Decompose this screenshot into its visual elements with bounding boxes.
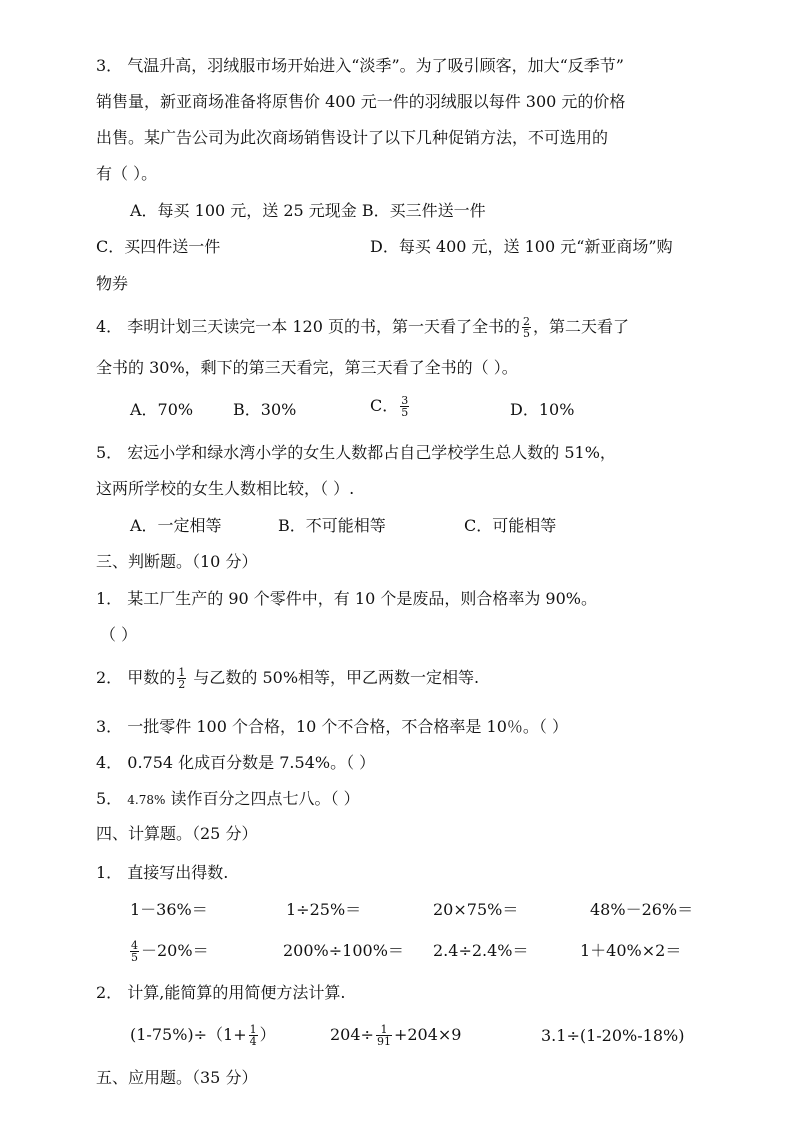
q3-line4: 有（ ）。 bbox=[96, 164, 158, 183]
judge-5-text-b: 读作百分之四点七八。（ ） bbox=[165, 789, 360, 808]
calc-expr-3: 3.1÷(1-20%-18%) bbox=[541, 1026, 685, 1045]
calc-expr-1-fraction bbox=[249, 1024, 258, 1047]
calc-part1-prompt: 1． 直接写出得数. bbox=[96, 863, 229, 882]
judge-2-denominator: 2 bbox=[178, 678, 186, 691]
calc-expr-1-text-a: (1-75%)÷（1+ bbox=[130, 1025, 247, 1044]
calc-r1-c3: 20×75%＝ bbox=[433, 900, 519, 919]
calc-r2-c3: 2.4÷2.4%＝ bbox=[433, 941, 529, 960]
q4-line1-text-b: ，第二天看了 bbox=[532, 317, 629, 336]
calc-expr-1 bbox=[130, 1024, 276, 1047]
calc-expr-2-fraction bbox=[376, 1024, 392, 1047]
calc-expr-1-denominator: 4 bbox=[249, 1035, 257, 1048]
q4-frac-denominator: 5 bbox=[522, 327, 530, 340]
q5-line1: 5． 宏远小学和绿水湾小学的女生人数都占自己学校学生总人数的 51%， bbox=[96, 443, 616, 462]
calc-expr-2 bbox=[330, 1024, 461, 1047]
calc-part2-prompt: 2． 计算,能简算的用简便方法计算. bbox=[96, 983, 346, 1002]
q4-option-c-label: C． bbox=[370, 396, 399, 415]
q4-option-c-numerator: 3 bbox=[401, 394, 409, 407]
q5-option-a: A．一定相等 bbox=[130, 516, 222, 535]
q4-option-d: D．10% bbox=[510, 400, 575, 419]
q3-line2: 销售量，新亚商场准备将原售价 400 元一件的羽绒服以每件 300 元的价格 bbox=[96, 92, 626, 111]
q4-line1 bbox=[96, 316, 629, 339]
q3-line1: 3． 气温升高，羽绒服市场开始进入“淡季”。为了吸引顾客，加大“反季节” bbox=[96, 56, 624, 75]
q4-option-c-denominator: 5 bbox=[401, 406, 409, 419]
judge-2-text-b: 与乙数的 50%相等，甲乙两数一定相等. bbox=[188, 668, 480, 687]
section3-title: 三、判断题。（10 分） bbox=[96, 552, 258, 571]
calc-r1-c4: 48%－26%＝ bbox=[590, 900, 694, 919]
section4-title: 四、计算题。（25 分） bbox=[96, 824, 258, 843]
calc-r2-c1-numerator: 4 bbox=[131, 939, 138, 952]
q3-option-d: D．每买 400 元，送 100 元“新亚商场”购 bbox=[370, 237, 673, 256]
calc-expr-2-text-b: +204×9 bbox=[393, 1025, 462, 1044]
q4-option-a: A．70% bbox=[130, 400, 194, 419]
calc-r2-c1-fraction bbox=[130, 940, 139, 963]
q4-line2: 全书的 30%，剩下的第三天看完，第三天看了全书的（ ）。 bbox=[96, 358, 518, 377]
judge-2 bbox=[96, 667, 479, 690]
calc-expr-2-numerator: 1 bbox=[376, 1024, 392, 1036]
calc-r2-c4: 1＋40%×2＝ bbox=[580, 941, 682, 960]
q5-option-b: B．不可能相等 bbox=[278, 516, 386, 535]
calc-expr-1-numerator: 1 bbox=[249, 1023, 257, 1036]
calc-r2-c1-denominator: 5 bbox=[131, 951, 138, 964]
q5-option-c: C．可能相等 bbox=[464, 516, 557, 535]
calc-expr-2-denominator: 91 bbox=[376, 1035, 391, 1048]
q5-line2: 这两所学校的女生人数相比较，（ ）. bbox=[96, 479, 355, 498]
q4-option-b: B．30% bbox=[233, 400, 297, 419]
judge-2-numerator: 1 bbox=[178, 666, 186, 679]
judge-5-text-a: 5． bbox=[96, 789, 128, 808]
q4-fraction bbox=[522, 316, 531, 339]
section5-title: 五、应用题。（35 分） bbox=[96, 1068, 258, 1087]
judge-2-fraction bbox=[177, 667, 186, 690]
q3-option-d-cont: 物券 bbox=[96, 274, 129, 293]
judge-1-blank: （ ） bbox=[100, 625, 138, 644]
judge-2-text-a: 2． 甲数的 bbox=[96, 668, 176, 687]
q4-frac-numerator: 2 bbox=[522, 315, 530, 328]
q4-option-c-fraction bbox=[400, 395, 409, 418]
judge-5-small-number: 4.78% bbox=[127, 793, 166, 807]
calc-r2-c1-text: －20%＝ bbox=[141, 941, 209, 960]
q3-options-ab: A．每买 100 元，送 25 元现金 B．买三件送一件 bbox=[130, 201, 486, 220]
calc-expr-2-text-a: 204÷ bbox=[330, 1025, 374, 1044]
calc-r2-c1 bbox=[128, 940, 209, 963]
calc-r1-c1: 1－36%＝ bbox=[130, 900, 208, 919]
q4-line1-text-a: 4． 李明计划三天读完一本 120 页的书，第一天看了全书的 bbox=[96, 317, 520, 336]
judge-3: 3． 一批零件 100 个合格，10 个不合格，不合格率是 10％。（ ） bbox=[96, 717, 568, 736]
q4-option-c bbox=[370, 395, 411, 418]
calc-r2-c2: 200%÷100%＝ bbox=[283, 941, 404, 960]
calc-expr-1-text-b: ） bbox=[259, 1025, 276, 1044]
q3-option-c: C．买四件送一件 bbox=[96, 237, 221, 256]
calc-r1-c2: 1÷25%＝ bbox=[286, 900, 362, 919]
judge-1: 1． 某工厂生产的 90 个零件中，有 10 个是废品，则合格率为 90%。 bbox=[96, 589, 597, 608]
judge-5 bbox=[96, 789, 360, 810]
judge-4: 4． 0.754 化成百分数是 7.54%。（ ） bbox=[96, 753, 376, 772]
q3-line3: 出售。某广告公司为此次商场销售设计了以下几种促销方法，不可选用的 bbox=[96, 128, 609, 147]
